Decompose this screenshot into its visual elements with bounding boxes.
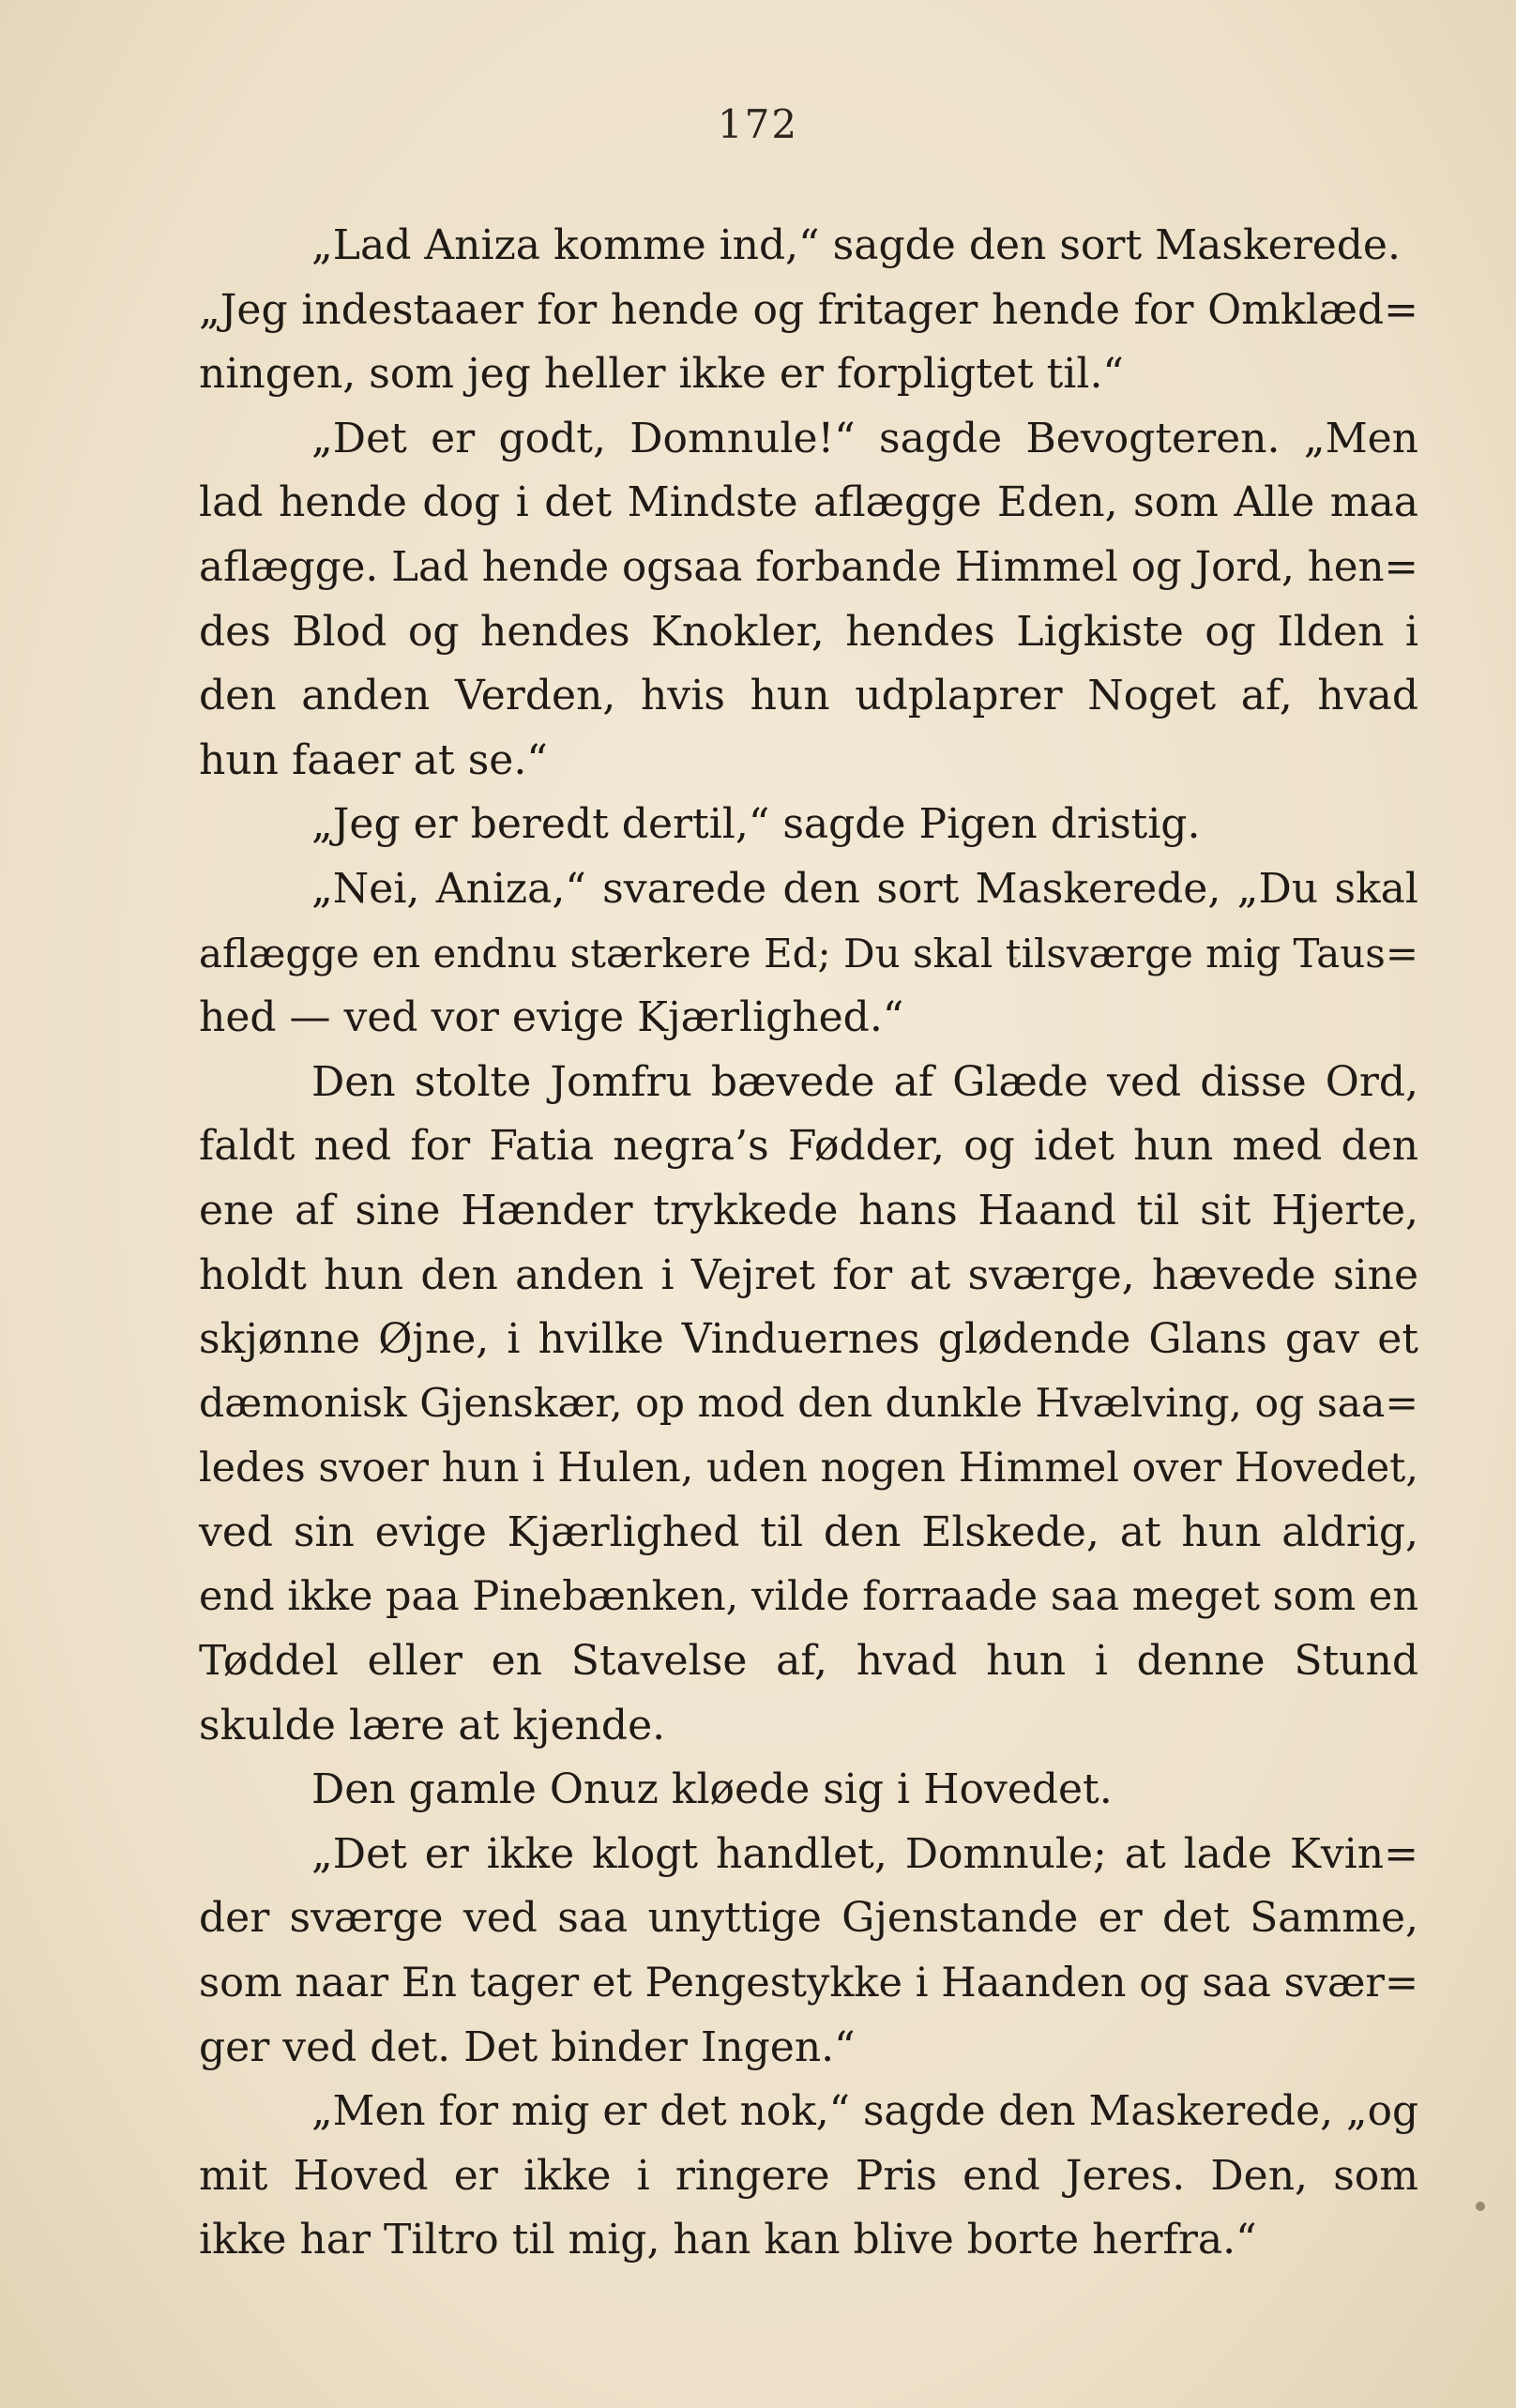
text-line: ved sin evige Kjærlighed til den Elskede, at hun aldrig, [199,1507,1418,1556]
text-line: dæmonisk Gjenskær, op mod den dunkle Hvælving, og saa= [199,1380,1418,1427]
text-line: mit Hoved er ikke i ringere Pris end Jeres. Den, som [199,2151,1418,2200]
text-line: hun faaer at se.“ [199,735,548,784]
body-text [199,214,1418,2273]
text-line: „Jeg er beredt dertil,“ sagde Pigen dristig. [311,800,1201,849]
text-line: „Lad Aniza komme ind,“ sagde den sort Maskerede. [311,221,1401,269]
text-line: Den gamle Onuz kløede sig i Hovedet. [311,1765,1113,1814]
text-line: „Men for mig er det nok,“ sagde den Maskerede, „og [311,2087,1418,2136]
text-line: Den stolte Jomfru bævede af Glæde ved disse Ord, [311,1057,1418,1106]
text-line: ger ved det. Det binder Ingen.“ [199,2022,856,2071]
text-line: ledes svoer hun i Hulen, uden nogen Himmel over Hovedet, [199,1445,1418,1492]
text-line: hed — ved vor evige Kjærlighed.“ [199,993,904,1042]
text-line: „Det er ikke klogt handlet, Domnule; at lade Kvin= [311,1829,1418,1878]
text-line: end ikke paa Pinebænken, vilde forraade saa meget som en [199,1573,1418,1621]
text-line: aflægge. Lad hende ogsaa forbande Himmel og Jord, hen= [199,543,1418,591]
text-line: Tøddel eller en Stavelse af, hvad hun i denne Stund [199,1637,1418,1686]
text-line: holdt hun den anden i Vejret for at sværge, hævede sine [199,1250,1418,1299]
text-line: skulde lære at kjende. [199,1701,666,1749]
text-line: ene af sine Hænder trykkede hans Haand til sit Hjerte, [199,1186,1418,1234]
text-line: den anden Verden, hvis hun udplaprer Noget af, hvad [199,672,1418,720]
text-line: „Nei, Aniza,“ svarede den sort Maskerede, „Du skal [311,864,1418,913]
text-line: aflægge en endnu stærkere Ed; Du skal tilsværge mig Taus= [199,930,1418,977]
text-line: ikke har Tiltro til mig, han kan blive borte herfra.“ [199,2216,1257,2264]
text-line: som naar En tager et Pengestykke i Haanden og saa svær= [199,1960,1418,2007]
text-line: der sværge ved saa unyttige Gjenstande er det Samme, [199,1894,1418,1943]
text-line: lad hende dog i det Mindste aflægge Eden, som Alle maa [199,478,1418,527]
paper-speck [1476,2202,1485,2211]
paper-speck [1013,957,1017,961]
page-number: 172 [717,101,799,147]
text-line: faldt ned for Fatia negra’s Fødder, og idet hun med den [199,1122,1418,1171]
text-line: „Jeg indestaaer for hende og fritager hende for Omklæd= [199,285,1418,334]
text-line: skjønne Øjne, i hvilke Vinduernes glødende Glans gav et [199,1315,1418,1364]
text-line: ningen, som jeg heller ikke er forpligtet til.“ [199,350,1124,399]
text-line: des Blod og hendes Knokler, hendes Ligkiste og Ilden i [199,607,1418,656]
text-line: „Det er godt, Domnule!“ sagde Bevogteren. „Men [311,414,1418,462]
